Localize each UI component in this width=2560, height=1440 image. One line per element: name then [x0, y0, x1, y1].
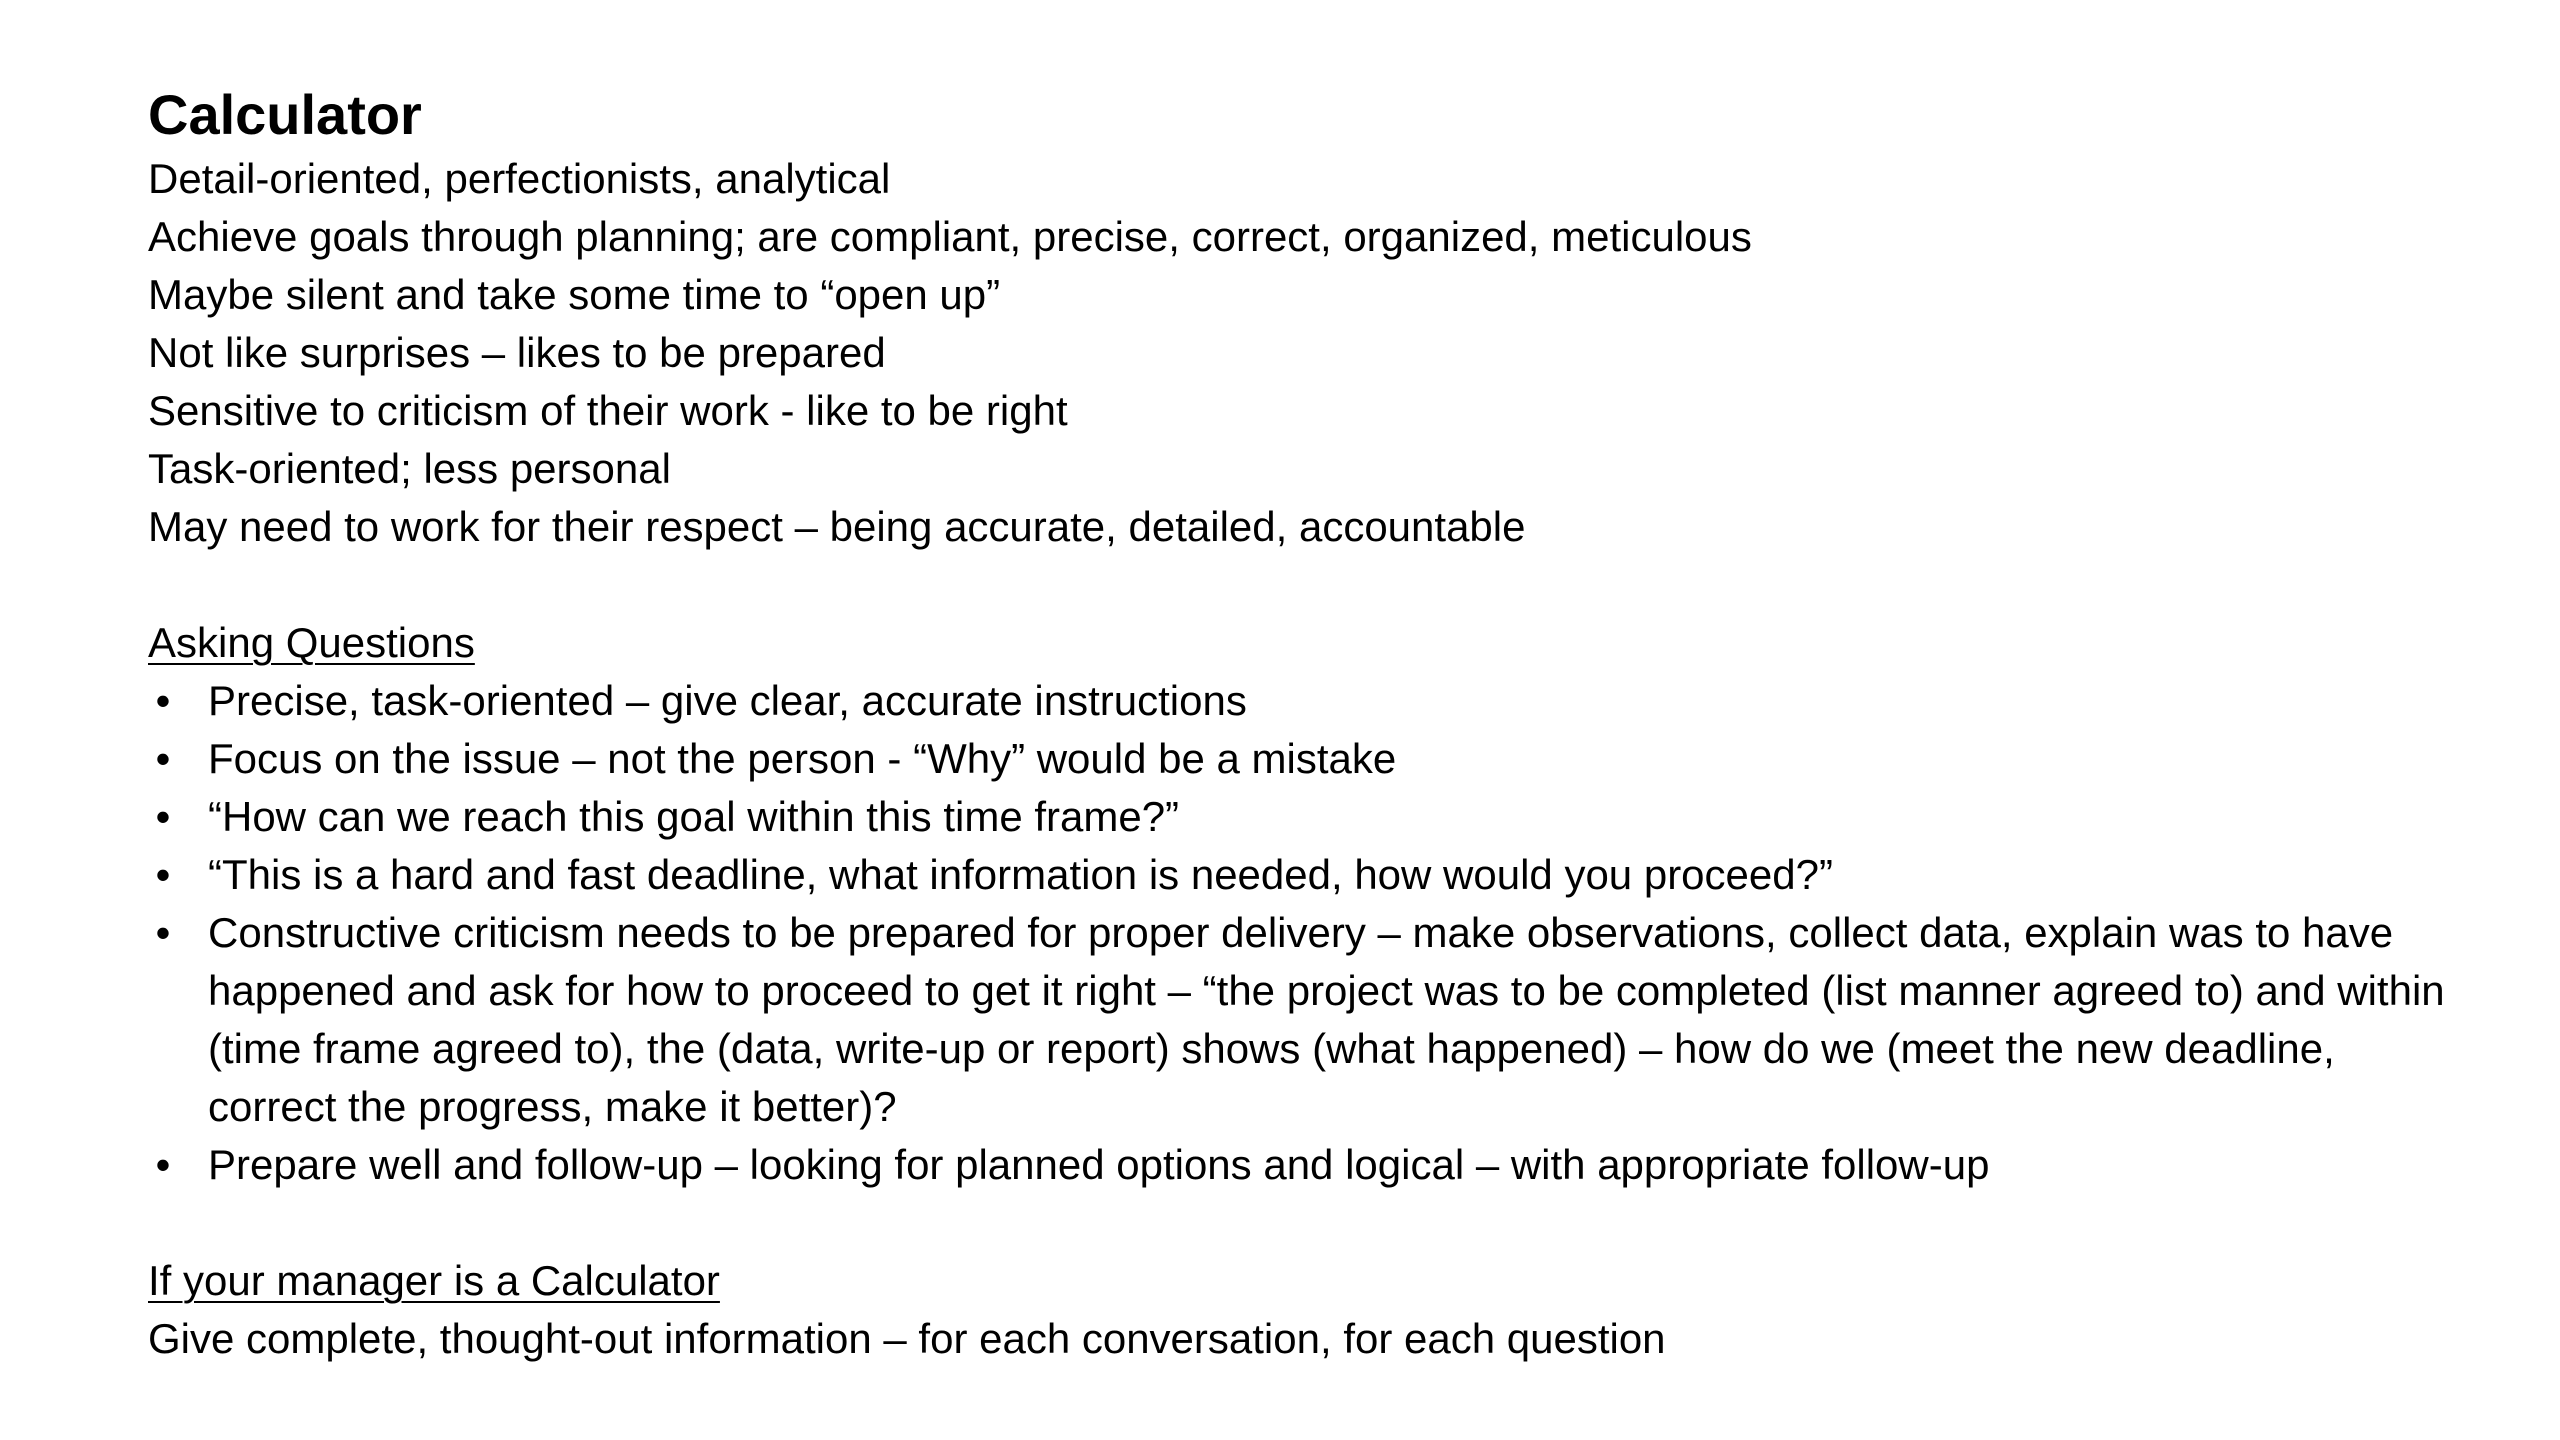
- traits-list: [148, 150, 2448, 556]
- trait-line: Maybe silent and take some time to “open up”: [148, 271, 1001, 318]
- asking-questions-list: [148, 672, 2448, 1194]
- trait-line: Detail-oriented, perfectionists, analytical: [148, 155, 891, 202]
- bullet-text: Focus on the issue – not the person - “Why” would be a mistake: [208, 735, 1397, 782]
- bullet-text: “This is a hard and fast deadline, what information is needed, how would you proceed?”: [208, 851, 1833, 898]
- bullet-text: “How can we reach this goal within this time frame?”: [208, 793, 1180, 840]
- bullet-text: Prepare well and follow-up – looking for planned options and logical – with appropriate follow-up: [208, 1141, 1990, 1188]
- bullet-item: [148, 904, 2448, 1136]
- asking-questions-heading: Asking Questions: [148, 619, 475, 666]
- bullet-item: [148, 730, 2448, 788]
- bullet-icon: •: [155, 1141, 171, 1188]
- bullet-icon: •: [155, 793, 171, 840]
- manager-section-text: Give complete, thought-out information – for each conversation, for each question: [148, 1315, 1666, 1362]
- bullet-icon: •: [155, 735, 171, 782]
- bullet-text: Precise, task-oriented – give clear, accurate instructions: [208, 677, 1247, 724]
- bullet-icon: •: [155, 677, 171, 724]
- trait-line: Sensitive to criticism of their work - like to be right: [148, 387, 1068, 434]
- trait-line: May need to work for their respect – being accurate, detailed, accountable: [148, 503, 1526, 550]
- bullet-icon: •: [155, 909, 171, 956]
- trait-line: Achieve goals through planning; are compliant, precise, correct, organized, meticulous: [148, 213, 1752, 260]
- bullet-item: [148, 788, 2448, 846]
- trait-line: Task-oriented; less personal: [148, 445, 671, 492]
- trait-line: Not like surprises – likes to be prepared: [148, 329, 886, 376]
- bullet-item: [148, 1136, 2448, 1194]
- slide-content: [148, 80, 2448, 1368]
- bullet-icon: •: [155, 851, 171, 898]
- bullet-text: Constructive criticism needs to be prepared for proper delivery – make observations, collect data, explain was to have happened and ask for how to proceed to get it right – “the project was to be completed (list manner agreed to) and within (time frame agreed to), the (data, write-up or report) shows (what happened) – how do we (meet the new deadline, correct the progress, make it better)?: [208, 909, 2445, 1130]
- bullet-item: [148, 846, 2448, 904]
- bullet-item: [148, 672, 2448, 730]
- section-gap: [148, 1194, 2448, 1252]
- section-gap: [148, 556, 2448, 614]
- manager-section-heading: If your manager is a Calculator: [148, 1257, 720, 1304]
- slide-title: Calculator: [148, 83, 422, 146]
